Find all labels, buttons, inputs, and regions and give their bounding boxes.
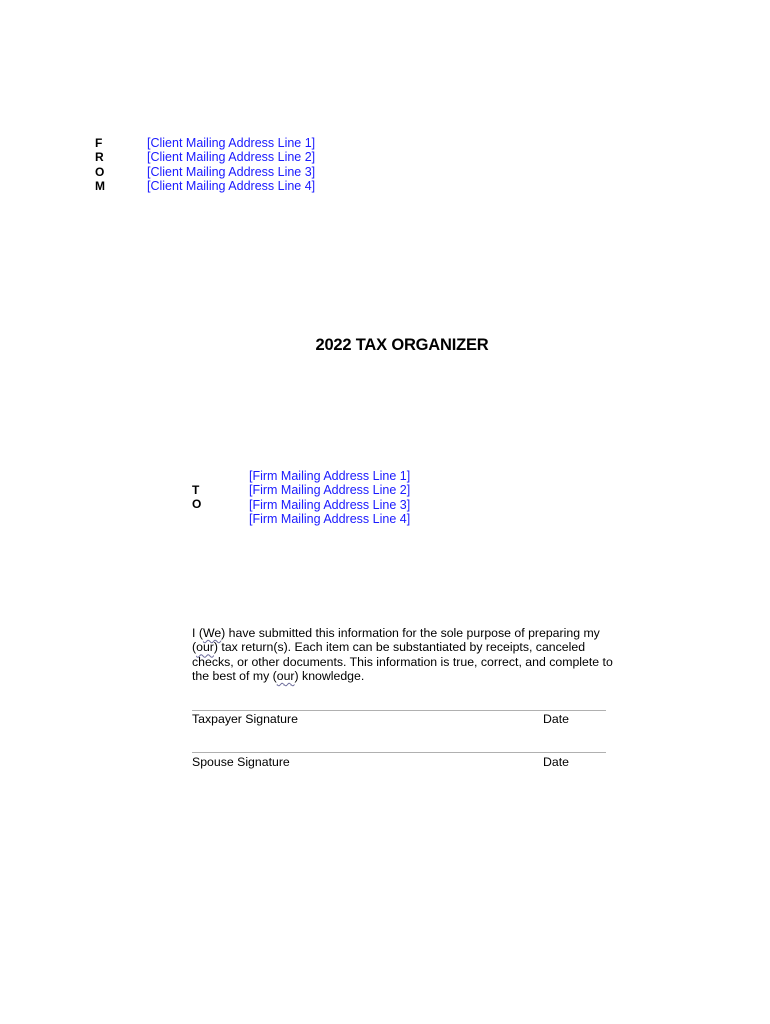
spouse-date-label: Date bbox=[543, 755, 569, 769]
to-letter: T bbox=[192, 483, 200, 497]
to-vertical-label bbox=[192, 483, 201, 512]
from-letter: O bbox=[95, 164, 105, 179]
taxpayer-signature-label: Taxpayer Signature bbox=[192, 712, 298, 726]
spouse-signature-line bbox=[192, 752, 606, 753]
client-address-line: [Client Mailing Address Line 2] bbox=[147, 150, 316, 165]
taxpayer-date-label: Date bbox=[543, 712, 569, 726]
firm-mailing-address bbox=[249, 469, 410, 526]
from-vertical-label bbox=[95, 136, 105, 193]
from-letter: F bbox=[95, 136, 103, 150]
firm-address-line: [Firm Mailing Address Line 4] bbox=[249, 511, 411, 526]
spouse-signature-label: Spouse Signature bbox=[192, 755, 290, 769]
to-letter: O bbox=[192, 497, 202, 512]
firm-address-line: [Firm Mailing Address Line 2] bbox=[249, 483, 411, 498]
client-address-line: [Client Mailing Address Line 3] bbox=[147, 164, 316, 179]
firm-address-line: [Firm Mailing Address Line 3] bbox=[249, 497, 411, 512]
client-address-line: [Client Mailing Address Line 1] bbox=[147, 136, 316, 150]
certification-statement bbox=[192, 626, 637, 684]
from-letter: R bbox=[95, 150, 104, 165]
statement-line: I (We) have submitted this information for the sole purpose of preparing my bbox=[192, 626, 600, 640]
statement-line: checks, or other documents. This information is true, correct, and complete to bbox=[192, 654, 613, 669]
taxpayer-signature-line bbox=[192, 710, 606, 711]
from-letter: M bbox=[95, 178, 105, 193]
statement-line: the best of my (our) knowledge. bbox=[192, 669, 365, 684]
firm-address-line: [Firm Mailing Address Line 1] bbox=[249, 469, 411, 483]
document-title: 2022 TAX ORGANIZER bbox=[315, 336, 489, 354]
client-mailing-address bbox=[147, 136, 315, 193]
statement-line: (our) tax return(s). Each item can be substantiated by receipts, canceled bbox=[192, 640, 586, 655]
client-address-line: [Client Mailing Address Line 4] bbox=[147, 178, 316, 193]
